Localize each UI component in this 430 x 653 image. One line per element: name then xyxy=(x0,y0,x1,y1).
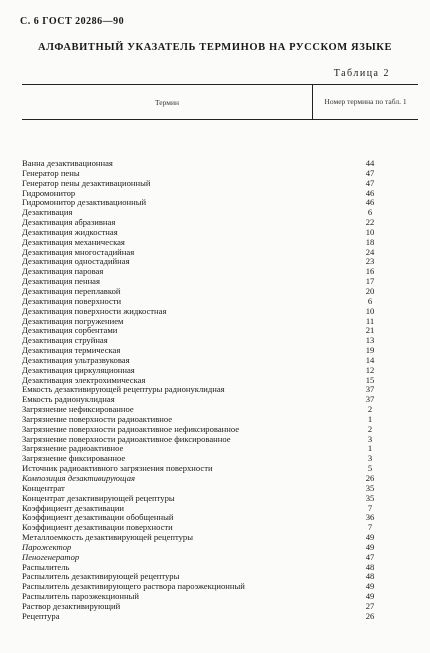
term-number-cell: 47 xyxy=(365,177,375,188)
table-row xyxy=(22,297,418,307)
term-cell: Генератор пены xyxy=(22,168,80,178)
term-cell: Распылитель пароэжекционный xyxy=(22,592,139,602)
term-number-cell: 14 xyxy=(365,354,375,365)
term-cell: Емкость дезактивирующей рецептуры радионуклидная xyxy=(22,385,225,395)
term-cell: Дезактивация термическая xyxy=(22,346,121,356)
term-number-cell: 26 xyxy=(365,473,375,483)
table-row xyxy=(22,553,418,563)
table-row xyxy=(22,317,418,327)
table-row xyxy=(22,444,418,454)
table-row xyxy=(22,218,418,228)
table-body xyxy=(22,120,418,622)
table-row xyxy=(22,454,418,464)
term-number-cell: 13 xyxy=(365,335,375,346)
table-row xyxy=(22,228,418,238)
term-number-cell: 10 xyxy=(365,226,375,237)
term-number-cell: 19 xyxy=(365,345,375,356)
table-row xyxy=(22,484,418,494)
term-number-cell: 5 xyxy=(367,463,373,474)
term-cell: Дезактивация пенная xyxy=(22,277,100,287)
table-row xyxy=(22,533,418,543)
term-cell: Коэффициент дезактивации xyxy=(22,503,125,513)
term-cell: Парожектор xyxy=(22,542,72,552)
term-cell: Загрязнение поверхности радиоактивное фиксированное xyxy=(22,434,231,444)
term-cell: Металлоемкость дезактивирующей рецептуры xyxy=(22,533,193,543)
term-number-cell: 1 xyxy=(367,443,373,454)
table-row xyxy=(22,169,418,179)
column-header-term: Термин xyxy=(22,85,313,119)
term-number-cell: 37 xyxy=(365,384,375,395)
term-cell: Дезактивация xyxy=(22,208,73,218)
term-number-cell: 6 xyxy=(367,207,373,218)
term-number-cell: 35 xyxy=(365,482,375,493)
term-number-cell: 10 xyxy=(365,305,375,316)
table-row xyxy=(22,592,418,602)
table-row xyxy=(22,366,418,376)
table-header xyxy=(22,85,418,120)
term-cell: Дезактивация циркуляционная xyxy=(22,365,135,375)
term-number-cell: 2 xyxy=(367,404,373,415)
term-number-cell: 46 xyxy=(365,187,375,198)
term-cell: Дезактивация паровая xyxy=(22,267,104,277)
term-number-cell: 20 xyxy=(365,285,375,296)
table-row xyxy=(22,179,418,189)
column-header-number: Номер термина по табл. 1 xyxy=(324,97,407,106)
term-cell: Дезактивация поверхности xyxy=(22,296,122,306)
term-number-cell: 36 xyxy=(365,512,375,523)
term-number-cell: 18 xyxy=(365,236,375,247)
term-number-cell: 3 xyxy=(367,433,373,444)
table-row xyxy=(22,582,418,592)
table-row xyxy=(22,415,418,425)
table-row xyxy=(22,385,418,395)
table-row xyxy=(22,356,418,366)
table-row xyxy=(22,189,418,199)
term-cell: Дезактивация многостадийная xyxy=(22,247,135,257)
table-row xyxy=(22,395,418,405)
term-number-cell: 24 xyxy=(365,246,375,257)
term-number-cell: 17 xyxy=(365,276,375,287)
term-cell: Концентрат xyxy=(22,483,65,493)
table-row xyxy=(22,307,418,317)
term-cell: Загрязнение нефиксированное xyxy=(22,405,134,415)
term-cell: Ванна дезактивационная xyxy=(22,159,113,168)
table-row xyxy=(22,248,418,258)
term-cell: Распылитель дезактивирующей рецептуры xyxy=(22,572,180,582)
term-cell: Дезактивация поверхности жидкостная xyxy=(22,306,167,316)
term-cell: Дезактивация абразивная xyxy=(22,218,116,228)
term-cell: Концентрат дезактивирующей рецептуры xyxy=(22,493,175,503)
term-number-cell: 49 xyxy=(365,541,375,552)
table-row xyxy=(22,405,418,415)
table-row xyxy=(22,612,418,622)
term-cell: Дезактивация струйная xyxy=(22,336,108,346)
term-number-cell: 48 xyxy=(365,561,375,572)
table-row xyxy=(22,494,418,504)
term-number-cell: 21 xyxy=(365,325,375,336)
table-row xyxy=(22,376,418,386)
term-number-cell: 49 xyxy=(365,532,375,543)
table-row xyxy=(22,287,418,297)
table-row xyxy=(22,572,418,582)
table-row xyxy=(22,257,418,267)
table-row xyxy=(22,277,418,287)
term-number-cell: 3 xyxy=(367,453,373,464)
term-number-cell: 47 xyxy=(365,551,375,562)
table-row xyxy=(22,238,418,248)
term-number-cell: 6 xyxy=(367,295,373,306)
table-label: Таблица 2 xyxy=(333,68,390,79)
term-number-cell: 37 xyxy=(365,394,375,405)
term-number-cell: 22 xyxy=(365,217,375,228)
table-row xyxy=(22,425,418,435)
table-row xyxy=(22,523,418,533)
term-number-cell: 15 xyxy=(365,374,375,385)
table-row xyxy=(22,543,418,553)
term-cell: Генератор пены дезактивационный xyxy=(22,178,151,188)
table-row xyxy=(22,504,418,514)
term-cell: Загрязнение фиксированное xyxy=(22,454,126,464)
term-cell: Коэффициент дезактивации обобщенный xyxy=(22,513,174,523)
table-row xyxy=(22,464,418,474)
table-row xyxy=(22,159,418,169)
table-row xyxy=(22,208,418,218)
term-cell: Распылитель xyxy=(22,562,70,572)
term-number-cell: 49 xyxy=(365,581,375,592)
term-cell: Дезактивация ультразвуковая xyxy=(22,355,130,365)
term-cell: Гидромонитор дезактивационный xyxy=(22,198,147,208)
table-row xyxy=(22,346,418,356)
term-cell: Дезактивация электрохимическая xyxy=(22,375,146,385)
term-number-cell: 12 xyxy=(365,364,375,375)
term-number-cell: 27 xyxy=(365,600,375,611)
term-number-cell: 11 xyxy=(365,315,375,326)
table-row xyxy=(22,198,418,208)
term-cell: Коэффициент дезактивации поверхности xyxy=(22,523,173,533)
term-cell: Пеногенератор xyxy=(22,552,80,562)
term-cell: Дезактивация сорбентами xyxy=(22,326,118,336)
table-row xyxy=(22,336,418,346)
term-cell: Загрязнение поверхности радиоактивное xyxy=(22,414,173,424)
term-number-cell: 1 xyxy=(367,413,373,424)
table-row xyxy=(22,602,418,612)
term-number-cell: 35 xyxy=(365,492,375,503)
term-cell: Загрязнение радиоактивное xyxy=(22,444,124,454)
term-cell: Емкость радионуклидная xyxy=(22,395,115,405)
table-row xyxy=(22,474,418,484)
term-cell: Раствор дезактивирующий xyxy=(22,601,121,611)
term-number-cell: 2 xyxy=(367,423,373,434)
table-row xyxy=(22,563,418,573)
term-cell: Источник радиоактивного загрязнения поверхности xyxy=(22,464,213,474)
page-header: С. 6 ГОСТ 20286—90 xyxy=(20,16,125,27)
table-row xyxy=(22,326,418,336)
term-cell: Дезактивация механическая xyxy=(22,237,125,247)
term-cell: Распылитель дезактивирующего раствора пароэжекционный xyxy=(22,582,245,592)
table-row xyxy=(22,513,418,523)
term-cell: Композиция дезактивирующая xyxy=(22,474,135,483)
term-number-cell: 7 xyxy=(367,502,373,513)
term-number-cell: 48 xyxy=(365,571,375,582)
term-number-cell: 16 xyxy=(365,266,375,277)
term-number-cell: 47 xyxy=(365,167,375,178)
term-number-cell: 44 xyxy=(365,158,375,168)
terms-table xyxy=(22,84,418,622)
table-row xyxy=(22,267,418,277)
term-cell: Дезактивация одностадийная xyxy=(22,257,130,267)
term-number-cell: 23 xyxy=(365,256,375,267)
term-number-cell: 7 xyxy=(367,522,373,533)
table-row xyxy=(22,435,418,445)
term-cell: Рецептура xyxy=(22,611,60,621)
term-number-cell: 49 xyxy=(365,591,375,602)
document-title: АЛФАВИТНЫЙ УКАЗАТЕЛЬ ТЕРМИНОВ НА РУССКОМ ЯЗЫКЕ xyxy=(37,42,393,53)
term-cell: Загрязнение поверхности радиоактивное нефиксированное xyxy=(22,424,240,434)
term-cell: Дезактивация погружением xyxy=(22,316,124,326)
term-cell: Гидромонитор xyxy=(22,188,76,198)
term-cell: Дезактивация переплавкой xyxy=(22,286,121,296)
term-cell: Дезактивация жидкостная xyxy=(22,227,118,237)
term-number-cell: 26 xyxy=(365,610,375,621)
term-number-cell: 46 xyxy=(365,197,375,208)
